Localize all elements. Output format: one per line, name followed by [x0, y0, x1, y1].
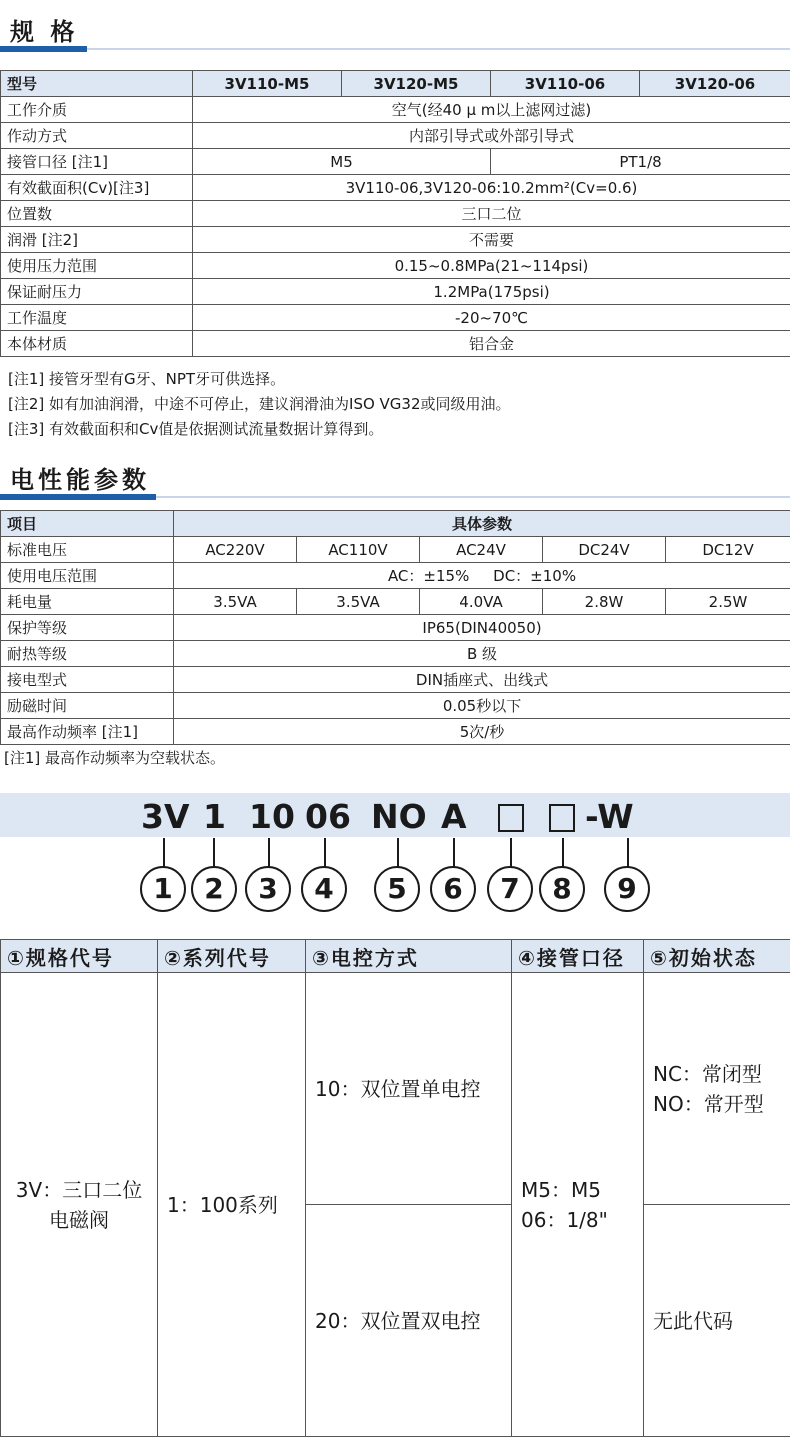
connector-line [627, 838, 629, 868]
state-none-text: 无此代码 [645, 1306, 789, 1336]
row-label: 有效截面积(Cv)[注3] [1, 175, 193, 201]
row-value: IP65(DIN40050) [174, 615, 790, 641]
table-row [1, 641, 790, 667]
control-cell-double [306, 1205, 512, 1437]
row-value: 3V110-06,3V120-06:10.2mm²(Cv=0.6) [193, 175, 790, 201]
code-blank-box-8 [549, 804, 575, 832]
voltage-value: AC24V [420, 537, 543, 563]
table-row [1, 201, 790, 227]
port-line-1: M5：M5 [513, 1175, 642, 1205]
row-label: 工作介质 [1, 97, 193, 123]
spec-code-cell [1, 973, 158, 1437]
power-value: 3.5VA [297, 589, 420, 615]
control-single-text: 10：双位置单电控 [307, 1074, 510, 1104]
table-row [1, 667, 790, 693]
state-cell-bottom [644, 1205, 790, 1437]
circle-number-7: 7 [487, 866, 533, 912]
header-series-code: ②系列代号 [158, 940, 306, 973]
table-row [1, 253, 790, 279]
connector-line [562, 838, 564, 868]
connector-line [453, 838, 455, 868]
row-value: 1.2MPa(175psi) [193, 279, 790, 305]
code-token-control: 10 [249, 795, 295, 839]
control-double-text: 20：双位置双电控 [307, 1306, 510, 1336]
row-value: -20~70℃ [193, 305, 790, 331]
title-accent-bar [0, 494, 156, 500]
row-value: B 级 [174, 641, 790, 667]
row-label: 接管口径 [注1] [1, 149, 193, 175]
header-spec-code: ①规格代号 [1, 940, 158, 973]
circle-number-6: 6 [430, 866, 476, 912]
electrical-header-row [1, 511, 790, 537]
table-row [1, 615, 790, 641]
title-divider [156, 496, 790, 498]
row-label: 标准电压 [1, 537, 174, 563]
table-row [1, 97, 790, 123]
table-row [1, 537, 790, 563]
item-label: 项目 [1, 511, 174, 537]
table-row [1, 175, 790, 201]
control-cell-single [306, 973, 512, 1205]
voltage-value: DC24V [543, 537, 666, 563]
note-2: [注2] 如有加油润滑，中途不可停止，建议润滑油为ISO VG32或同级用油。 [8, 392, 511, 417]
code-token-state: NO [371, 795, 427, 839]
series-code-cell [158, 973, 306, 1437]
voltage-value: AC110V [297, 537, 420, 563]
model-1: 3V110-M5 [193, 71, 342, 97]
row-label: 润滑 [注2] [1, 227, 193, 253]
table-row [1, 123, 790, 149]
row-label: 工作温度 [1, 305, 193, 331]
table-row [1, 563, 790, 589]
power-value: 2.5W [666, 589, 790, 615]
row-value: AC：±15% DC：±10% [174, 563, 790, 589]
title-divider [87, 48, 790, 50]
row-label: 使用电压范围 [1, 563, 174, 589]
connector-line [163, 838, 165, 868]
table-row [1, 279, 790, 305]
row-value: 0.15~0.8MPa(21~114psi) [193, 253, 790, 279]
electrical-title: 电性能参数 [10, 460, 150, 495]
row-label: 接电型式 [1, 667, 174, 693]
code-token-suffix: -W [585, 795, 634, 839]
table-row [1, 719, 790, 745]
state-nc: NC：常闭型 [645, 1059, 789, 1089]
connector-line [324, 838, 326, 868]
electrical-table [0, 510, 790, 745]
header-port-size: ④接管口径 [512, 940, 644, 973]
row-value: 0.05秒以下 [174, 693, 790, 719]
circle-number-5: 5 [374, 866, 420, 912]
connector-line [397, 838, 399, 868]
voltage-value: DC12V [666, 537, 790, 563]
power-value: 4.0VA [420, 589, 543, 615]
power-value: 2.8W [543, 589, 666, 615]
spec-code-line-1: 3V：三口二位 [2, 1175, 156, 1205]
circle-number-3: 3 [245, 866, 291, 912]
electrical-section-header [0, 448, 790, 500]
model-label: 型号 [1, 71, 193, 97]
row-label: 耗电量 [1, 589, 174, 615]
spec-header-row [1, 71, 790, 97]
row-label: 作动方式 [1, 123, 193, 149]
circle-number-1: 1 [140, 866, 186, 912]
code-token-option: A [441, 795, 467, 839]
row-value: DIN插座式、出线式 [174, 667, 790, 693]
spec-section-header [0, 0, 790, 52]
row-label: 励磁时间 [1, 693, 174, 719]
row-value: 5次/秒 [174, 719, 790, 745]
connector-line [510, 838, 512, 868]
code-token-series: 3V [141, 795, 190, 839]
order-code-header-row [1, 940, 790, 973]
row-value-m5: M5 [193, 149, 491, 175]
row-label: 位置数 [1, 201, 193, 227]
row-value: 三口二位 [193, 201, 790, 227]
circle-number-2: 2 [191, 866, 237, 912]
table-row [1, 589, 790, 615]
note-1: [注1] 最高作动频率为空载状态。 [4, 746, 225, 771]
row-value: 不需要 [193, 227, 790, 253]
spec-code-line-2: 电磁阀 [2, 1205, 156, 1235]
model-2: 3V120-M5 [342, 71, 491, 97]
port-size-cell [512, 973, 644, 1437]
port-line-2: 06：1/8" [513, 1205, 642, 1235]
spec-notes [8, 367, 511, 442]
header-initial-state: ⑤初始状态 [644, 940, 790, 973]
connector-line [213, 838, 215, 868]
code-token-port: 06 [305, 795, 351, 839]
circle-number-9: 9 [604, 866, 650, 912]
row-value: 空气(经40 μ m以上滤网过滤) [193, 97, 790, 123]
circle-number-4: 4 [301, 866, 347, 912]
circle-number-8: 8 [539, 866, 585, 912]
table-row [1, 227, 790, 253]
state-no: NO：常开型 [645, 1089, 789, 1119]
model-4: 3V120-06 [640, 71, 790, 97]
note-1: [注1] 接管牙型有G牙、NPT牙可供选择。 [8, 367, 511, 392]
state-cell-top [644, 973, 790, 1205]
row-value-pt: PT1/8 [491, 149, 790, 175]
code-blank-box-7 [498, 804, 524, 832]
table-row [1, 331, 790, 357]
series-code-text: 1：100系列 [159, 1190, 304, 1220]
row-label: 本体材质 [1, 331, 193, 357]
voltage-value: AC220V [174, 537, 297, 563]
row-label: 耐热等级 [1, 641, 174, 667]
header-control-type: ③电控方式 [306, 940, 512, 973]
row-label: 使用压力范围 [1, 253, 193, 279]
table-row [1, 305, 790, 331]
row-value: 内部引导式或外部引导式 [193, 123, 790, 149]
row-label: 保护等级 [1, 615, 174, 641]
params-label: 具体参数 [174, 511, 790, 537]
title-accent-bar [0, 46, 87, 52]
order-code-table [0, 939, 790, 1437]
row-label: 保证耐压力 [1, 279, 193, 305]
code-token-size: 1 [203, 795, 226, 839]
table-row [1, 149, 790, 175]
table-row [1, 973, 790, 1205]
connector-line [268, 838, 270, 868]
table-row [1, 693, 790, 719]
row-value: 铝合金 [193, 331, 790, 357]
spec-table [0, 70, 790, 357]
power-value: 3.5VA [174, 589, 297, 615]
model-3: 3V110-06 [491, 71, 640, 97]
note-3: [注3] 有效截面积和Cv值是依据测试流量数据计算得到。 [8, 417, 511, 442]
row-label: 最高作动频率 [注1] [1, 719, 174, 745]
spec-title: 规 格 [10, 12, 78, 47]
electrical-notes [4, 746, 225, 771]
